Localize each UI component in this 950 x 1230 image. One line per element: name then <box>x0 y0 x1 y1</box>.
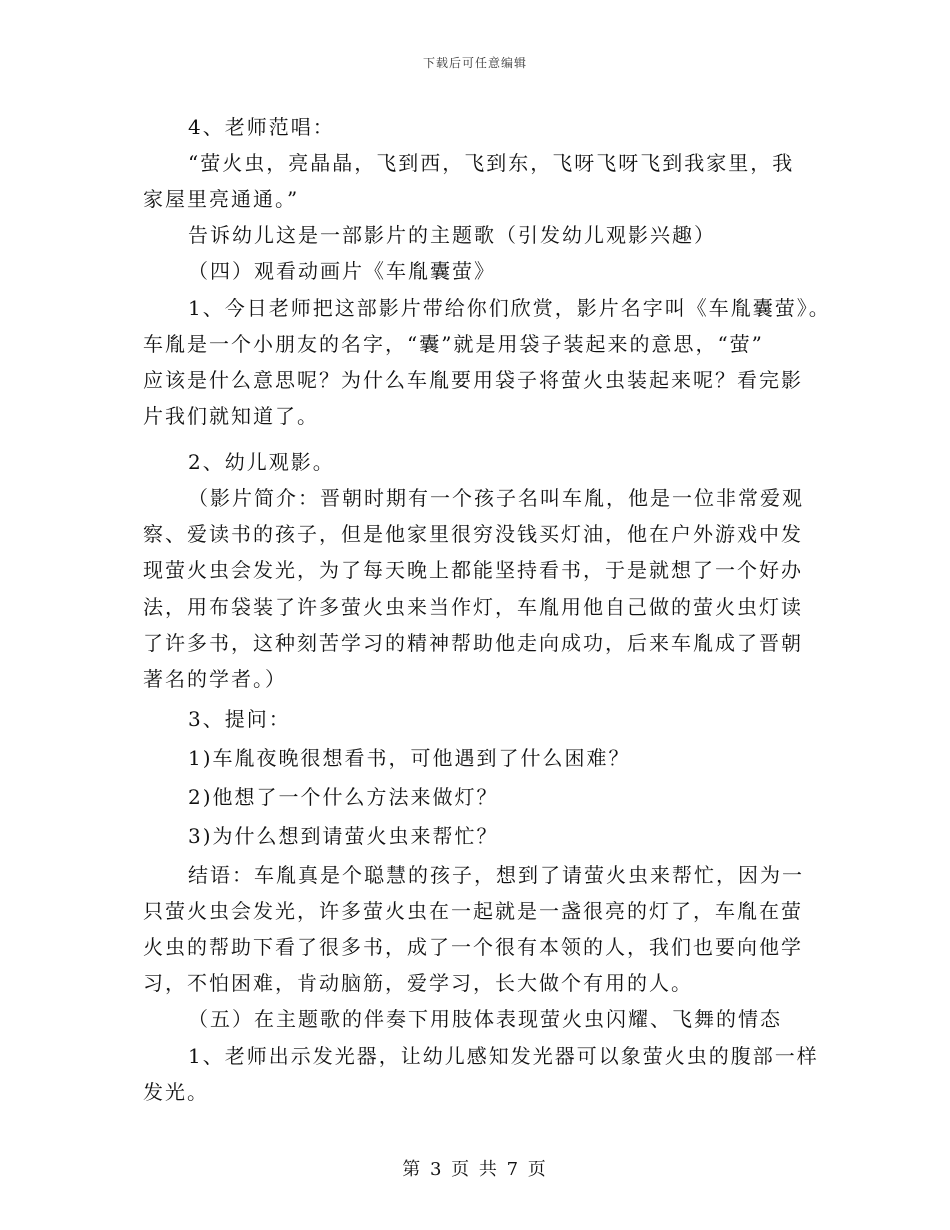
text-line: （影片简介：晋朝时期有一个孩子名叫车胤，他是一位非常爱观 <box>188 486 804 510</box>
text-line: 家屋里亮通通。” <box>143 187 300 211</box>
text-line: 片我们就知道了。 <box>143 404 319 428</box>
text-line: 车胤是一个小朋友的名字，“囊”就是用袋子装起来的意思，“萤” <box>143 332 764 356</box>
text-line: 2)他想了一个什么方法来做灯？ <box>188 785 499 809</box>
text-line: 著名的学者。） <box>143 667 287 691</box>
text-line: 2、幼儿观影。 <box>188 450 335 474</box>
page-footer: 第 3 页 共 7 页 <box>402 1159 548 1180</box>
text-line: 4、老师范唱： <box>188 115 335 139</box>
text-line: 1、今日老师把这部影片带给你们欣赏，影片名字叫《车胤囊萤》。 <box>188 296 831 320</box>
text-line: 法，用布袋装了许多萤火虫来当作灯，车胤用他自己做的萤火虫灯读 <box>143 595 803 619</box>
text-line: 3、提问： <box>188 707 291 731</box>
text-line: 3)为什么想到请萤火虫来帮忙？ <box>188 824 499 848</box>
text-line: 告诉幼儿这是一部影片的主题歌（引发幼儿观影兴趣） <box>188 223 716 247</box>
text-line: 现萤火虫会发光，为了每天晚上都能坚持看书，于是就想了一个好办 <box>143 558 803 582</box>
text-line: 火虫的帮助下看了很多书，成了一个很有本领的人，我们也要向他学 <box>143 935 803 959</box>
text-line: 了许多书，这种刻苦学习的精神帮助他走向成功，后来车胤成了晋朝 <box>143 631 803 655</box>
text-line: 1)车胤夜晚很想看书，可他遇到了什么困难？ <box>188 746 631 770</box>
text-line: 习，不怕困难，肯动脑筋，爱学习，长大做个有用的人。 <box>143 971 693 995</box>
text-line: “萤火虫，亮晶晶，飞到西，飞到东，飞呀飞呀飞到我家里，我 <box>188 151 795 175</box>
text-line: 1、老师出示发光器，让幼儿感知发光器可以象萤火虫的腹部一样 <box>188 1044 819 1068</box>
text-line: 只萤火虫会发光，许多萤火虫在一起就是一盏很亮的灯了，车胤在萤 <box>143 899 803 923</box>
text-line: 结语：车胤真是个聪慧的孩子，想到了请萤火虫来帮忙，因为一 <box>188 863 804 887</box>
page-header: 下载后可任意编辑 <box>422 56 527 70</box>
section-heading: （四）观看动画片《车胤囊萤》 <box>188 259 496 283</box>
text-line: 察、爱读书的孩子，但是他家里很穷没钱买灯油，他在户外游戏中发 <box>143 522 803 546</box>
text-line: 发光。 <box>143 1080 209 1104</box>
text-line: 应该是什么意思呢？为什么车胤要用袋子将萤火虫装起来呢？看完影 <box>143 368 803 392</box>
section-heading: （五）在主题歌的伴奏下用肢体表现萤火虫闪耀、飞舞的情态 <box>188 1007 782 1031</box>
